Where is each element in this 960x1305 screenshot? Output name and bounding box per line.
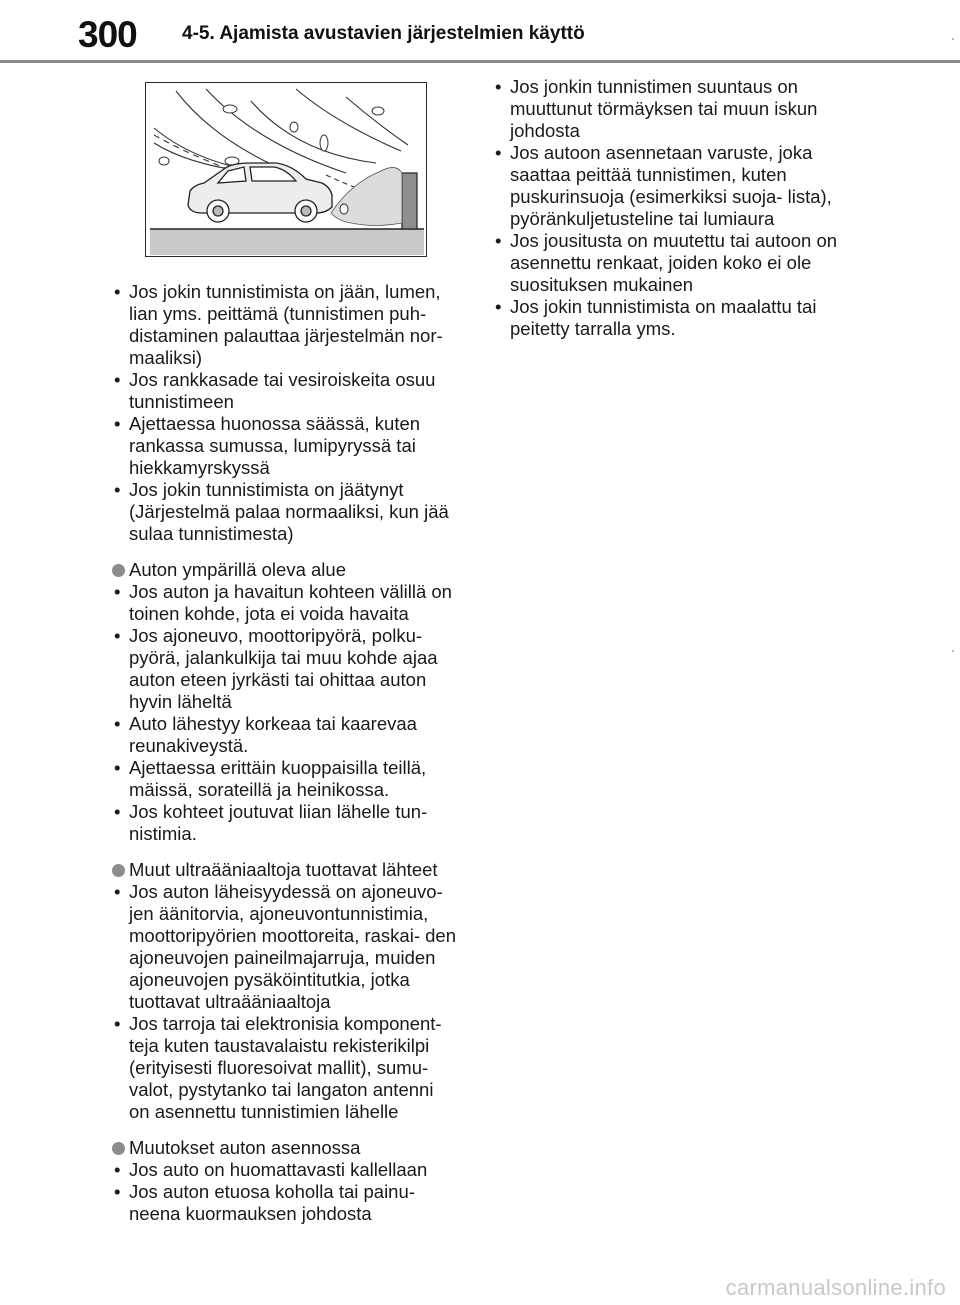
group-heading-text: Auton ympärillä oleva alue xyxy=(129,559,346,580)
left-column xyxy=(112,281,457,1225)
group-bullet-list xyxy=(112,1159,457,1225)
right-bullet-list xyxy=(493,76,838,340)
list-item: • Jos ajoneuvo, moottoripyörä, polku- pyörä, jalankulkija tai muu kohde ajaa auton eteen jyrkästi tai ohittaa auton hyvin läheltä xyxy=(112,625,457,713)
car-in-storm-illustration xyxy=(145,82,427,257)
circle-bullet-icon xyxy=(112,864,125,877)
list-item: • Jos jokin tunnistimista on jäätynyt (Järjestelmä palaa normaaliksi, kun jää sulaa tunnistimesta) xyxy=(112,479,457,545)
list-item: • Jos auton läheisyydessä on ajoneuvo- jen äänitorvia, ajoneuvontunnistimia, moottoripyörien moottoreita, raskai- den ajoneuvojen paineilmajarruja, muiden ajoneuvojen pysäköintitutkia, jotka tuottavat ultraääniaaltoja xyxy=(112,881,457,1013)
storm-car-icon xyxy=(146,83,428,258)
group-heading xyxy=(112,859,457,881)
list-item: • Jos tarroja tai elektronisia komponent- teja kuten taustavalaistu rekisterikilpi (erityisesti fluoresoivat mallit), sumu- valot, pystytanko tai langaton antenni on asennettu tunnistimien lähelle xyxy=(112,1013,457,1123)
group-heading-text: Muut ultraääniaaltoja tuottavat lähteet xyxy=(129,859,438,880)
list-item: • Jos auton ja havaitun kohteen välillä on toinen kohde, jota ei voida havaita xyxy=(112,581,457,625)
right-column xyxy=(493,76,838,340)
circle-bullet-icon xyxy=(112,564,125,577)
page-edge-mark xyxy=(952,650,954,652)
group-vehicle-posture xyxy=(112,1137,457,1225)
first-bullet-list xyxy=(112,281,457,545)
list-item: • Jos rankkasade tai vesiroiskeita osuu tunnistimeen xyxy=(112,369,457,413)
group-ultrasonic-sources xyxy=(112,859,457,1123)
list-item: • Jos jousitusta on muutettu tai autoon on asennettu renkaat, joiden koko ei ole suosituksen mukainen xyxy=(493,230,838,296)
list-item: • Ajettaessa erittäin kuoppaisilla teillä, mäissä, sorateillä ja heinikossa. xyxy=(112,757,457,801)
list-item: • Jos jonkin tunnistimen suuntaus on muuttunut törmäyksen tai muun iskun johdosta xyxy=(493,76,838,142)
list-item: • Jos auto on huomattavasti kallellaan xyxy=(112,1159,457,1181)
page-edge-mark xyxy=(952,38,954,40)
list-item: • Jos autoon asennetaan varuste, joka saattaa peittää tunnistimen, kuten puskurinsuoja (esimerkiksi suoja- lista), pyöränkuljetusteline tai lumiaura xyxy=(493,142,838,230)
list-item: • Ajettaessa huonossa säässä, kuten rankassa sumussa, lumipyryssä tai hiekkamyrskyssä xyxy=(112,413,457,479)
list-item: • Jos kohteet joutuvat liian lähelle tun- nistimia. xyxy=(112,801,457,845)
list-item: • Jos jokin tunnistimista on jään, lumen, lian yms. peittämä (tunnistimen puh- distaminen palauttaa järjestelmän nor- maaliksi) xyxy=(112,281,457,369)
watermark-link[interactable]: carmanualsonline.info xyxy=(725,1275,946,1300)
list-item: • Jos jokin tunnistimista on maalattu tai peitetty tarralla yms. xyxy=(493,296,838,340)
group-heading xyxy=(112,1137,457,1159)
group-surroundings xyxy=(112,559,457,845)
page-header xyxy=(0,0,960,66)
group-heading xyxy=(112,559,457,581)
header-divider xyxy=(0,60,960,63)
section-title: 4-5. Ajamista avustavien järjestelmien käyttö xyxy=(182,23,585,44)
page-number: 300 xyxy=(78,14,137,55)
list-item: • Auto lähestyy korkeaa tai kaarevaa reunakiveystä. xyxy=(112,713,457,757)
group-bullet-list xyxy=(112,881,457,1123)
circle-bullet-icon xyxy=(112,1142,125,1155)
group-bullet-list xyxy=(112,581,457,845)
list-item: • Jos auton etuosa koholla tai painu- neena kuormauksen johdosta xyxy=(112,1181,457,1225)
group-heading-text: Muutokset auton asennossa xyxy=(129,1137,361,1158)
